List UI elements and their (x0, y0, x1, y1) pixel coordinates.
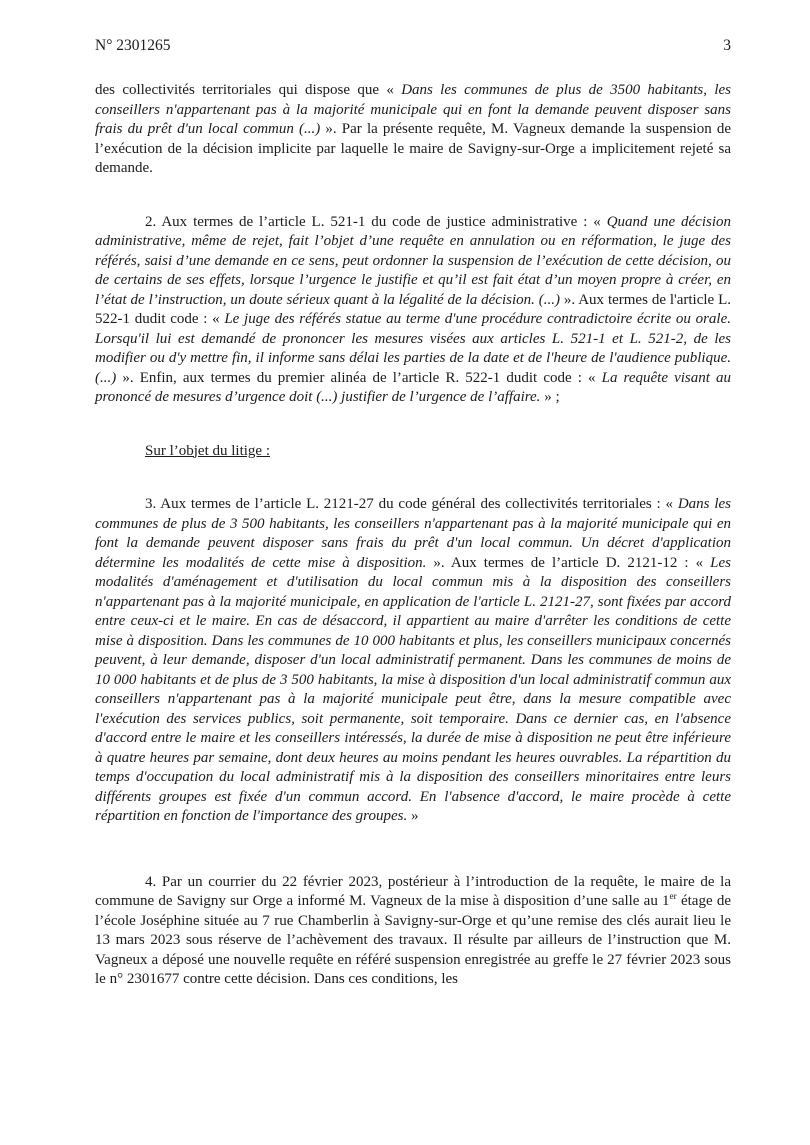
text-run: des collectivités territoriales qui dispose que « (95, 82, 402, 98)
text-run: ». Enfin, aux termes du premier alinéa de l’article R. 522-1 dudit code : « (116, 369, 602, 386)
text-run: 2. Aux termes de l’article L. 521-1 du code de justice administrative : « (145, 213, 607, 230)
text-run: La requête visant au prononcé de mesures d’urgence doit (...) justifier de l’urgence de l’affaire. (95, 369, 731, 405)
text-run: » ; (540, 389, 560, 405)
text-run: ». Aux termes de l’article D. 2121-12 : « (426, 554, 711, 571)
document-body (95, 81, 731, 990)
text-run: 3. Aux termes de l’article L. 2121-27 du code général des collectivités territoriales : « (145, 496, 678, 512)
text-run: ». Par la présente requête, M. Vagneux demande la suspension de l’exécution de la décision implicite par laquelle le maire de Savigny-sur-Orge a implicitement rejeté sa demande. (95, 121, 731, 176)
text-run: ». Aux termes de l'article L. 522-1 dudit code : « (95, 291, 731, 327)
text-run: 4. Par un courrier du 22 février 2023, postérieur à l’introduction de la requête, le maire de la commune de Savigny sur Orge a informé M. Vagneux de la mise à disposition d’une salle au 1 (95, 873, 731, 909)
text-run: Les modalités d'aménagement et d'utilisation du local commun mis à la disposition des conseillers n'appartenant pas à la majorité municipale, en application de l'article L. 2121-27, sont fixées par accord entre ceux-ci et le maire. En cas de désaccord, il appartient au maire d'arrêter les conditions de cette mise à disposition. Dans les communes de 10 000 habitants et plus, les conseillers municipaux concernés peuvent, à leur demande, disposer d'un local administratif permanent. Dans les communes de moins de 10 000 habitants et de plus de 3 500 habitants, la mise à disposition d'un local administratif commun aux conseillers n'appartenant pas à la majorité municipale peut être, dans la mesure compatible avec l'exécution des services publics, soit permanente, soit temporaire. Dans ce dernier cas, en l'absence d'accord entre le maire et les conseillers intéressés, la durée de mise à disposition ne peut être inférieure à quatre heures par semaine, dont deux heures au moins pendant les heures ouvrables. La répartition du temps d'occupation du local administratif mis à la disposition des conseillers minoritaires entre leurs différents groupes est fixée d'un commun accord. En l'absence d'accord, le maire procède à cette répartition en fonction de l'importance des groupes. (95, 554, 731, 824)
text-run: Quand une décision administrative, même de rejet, fait l’objet d’une requête en annulation ou en réformation, le juge des référés, saisi d’une demande en ce sens, peut ordonner la suspension de l’exécution de cette décision, ou de certains de ses effets, lorsque l’urgence le justifie et qu’il est fait état d’un moyen propre à créer, en l’état de l’instruction, un doute sérieux quant à la légalité de la décision. (...) (95, 213, 731, 308)
text-run: Dans les communes de plus de 3500 habitants, les conseillers n'appartenant pas à la majorité municipale qui en font la demande peuvent disposer sans frais du prêt d'un local commun (...) (95, 82, 731, 137)
case-number: N° 2301265 (95, 37, 171, 54)
text-run: Dans les communes de plus de 3 500 habitants, les conseillers n'appartenant pas à la majorité municipale qui en font la demande peuvent disposer sans frais du prêt d'un local commun. Un décret d'application détermine les modalités de cette mise à disposition. (95, 496, 731, 571)
text-run: Le juge des référés statue au terme d'une procédure contradictoire écrite ou orale. Lorsqu'il lui est demandé de prononcer les mesures visées aux articles L. 521-1 et L. 521-2, de les modifier ou d'y mettre fin, il informe sans délai les parties de la date et de l'heure de l'audience publique. (...) (95, 311, 731, 386)
paragraph (95, 495, 731, 827)
paragraph (95, 213, 731, 408)
paragraph (95, 81, 731, 179)
text-run: er (669, 892, 677, 902)
section-heading (95, 442, 731, 462)
page-header (95, 36, 731, 55)
page-number: 3 (723, 37, 731, 54)
text-run: Sur l’objet du litige : (145, 442, 270, 459)
text-run: étage de l’école Joséphine située au 7 rue Chamberlin à Savigny-sur-Orge et qu’une remise des clés aurait lieu le 13 mars 2023 sous réserve de l’achèvement des travaux. Il résulte par ailleurs de l’instruction que M. Vagneux a déposé une nouvelle requête en référé suspension enregistrée au greffe le 27 février 2023 sous le n° 2301677 contre cette décision. Dans ces conditions, les (95, 893, 731, 987)
paragraph (95, 873, 731, 990)
text-run: » (407, 808, 419, 824)
